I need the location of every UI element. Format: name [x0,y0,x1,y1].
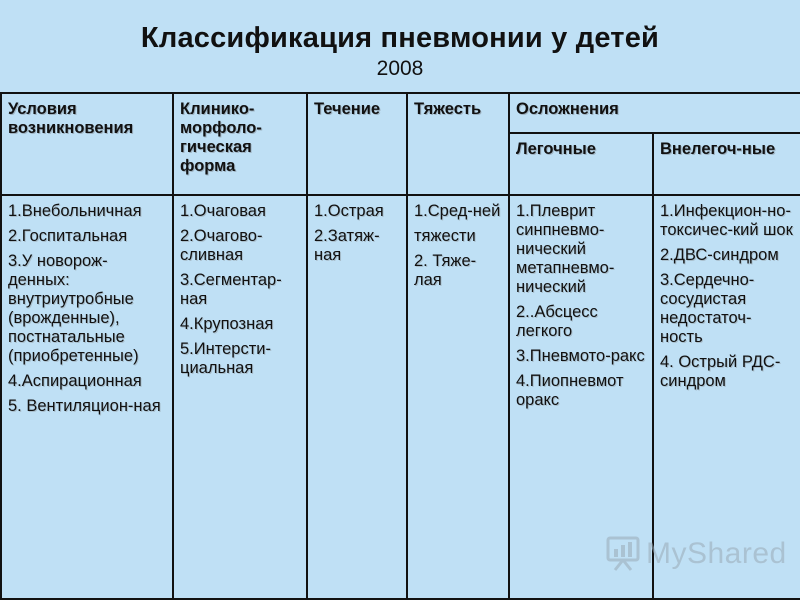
list-item: 1.Острая [314,202,384,220]
list-item: 1.Сред-ней [414,202,501,220]
watermark-text: MyShared [646,537,787,570]
presentation-board-icon [606,536,640,572]
header-extrapulmonary: Внелегоч-ные [653,133,800,195]
list-item: 3.Сердечно-сосудистая недостаточ-ность [660,271,755,346]
header-complications: Осложнения [509,93,800,133]
list-item: 5.Интерсти-циальная [180,340,271,377]
cell-origin [1,195,173,599]
year-subtitle: 2008 [376,57,424,80]
list-item: 4.Пиопневмот оракс [516,372,624,409]
title-block [0,22,800,81]
header-origin: Условия возникновения [1,93,173,195]
list-item: 1.Плеврит синпневмо-нический метапневмо-нический [516,202,615,296]
list-item: 2..Абсцесс легкого [516,303,598,340]
list-item: 2.ДВС-синдром [660,246,779,264]
list-item: 3.Сегментар-ная [180,271,282,308]
list-item: 3.Пневмото-ракс [516,347,645,365]
header-pulmonary: Легочные [509,133,653,195]
list-item: 2.Госпитальная [8,227,128,245]
page-title: Классификация пневмонии у детей [140,22,660,54]
list-item: 1.Внебольничная [8,202,142,220]
header-course: Течение [307,93,407,195]
cell-course [307,195,407,599]
cell-severity [407,195,509,599]
list-item: 5. Вентиляцион-ная [8,397,161,415]
cell-form [173,195,307,599]
list-item: 4.Крупозная [180,315,274,333]
list-item: 2.Затяж-ная [314,227,380,264]
header-severity: Тяжесть [407,93,509,195]
watermark-logo [606,534,787,574]
list-item: 4. Острый РДС-синдром [660,353,781,390]
list-item: 2. Тяже-лая [414,252,477,289]
list-item: тяжести [414,227,476,245]
list-item: 3.У новорож-денных: внутриутробные (врожденные), постнатальные (приобретенные) [8,252,139,365]
list-item: 4.Аспирационная [8,372,142,390]
header-form: Клинико-морфоло-гическая форма [173,93,307,195]
list-item: 1.Инфекцион-но-токсичес-кий шок [660,202,793,239]
list-item: 1.Очаговая [180,202,266,220]
list-item: 2.Очагово-сливная [180,227,263,264]
classification-table [0,92,800,600]
